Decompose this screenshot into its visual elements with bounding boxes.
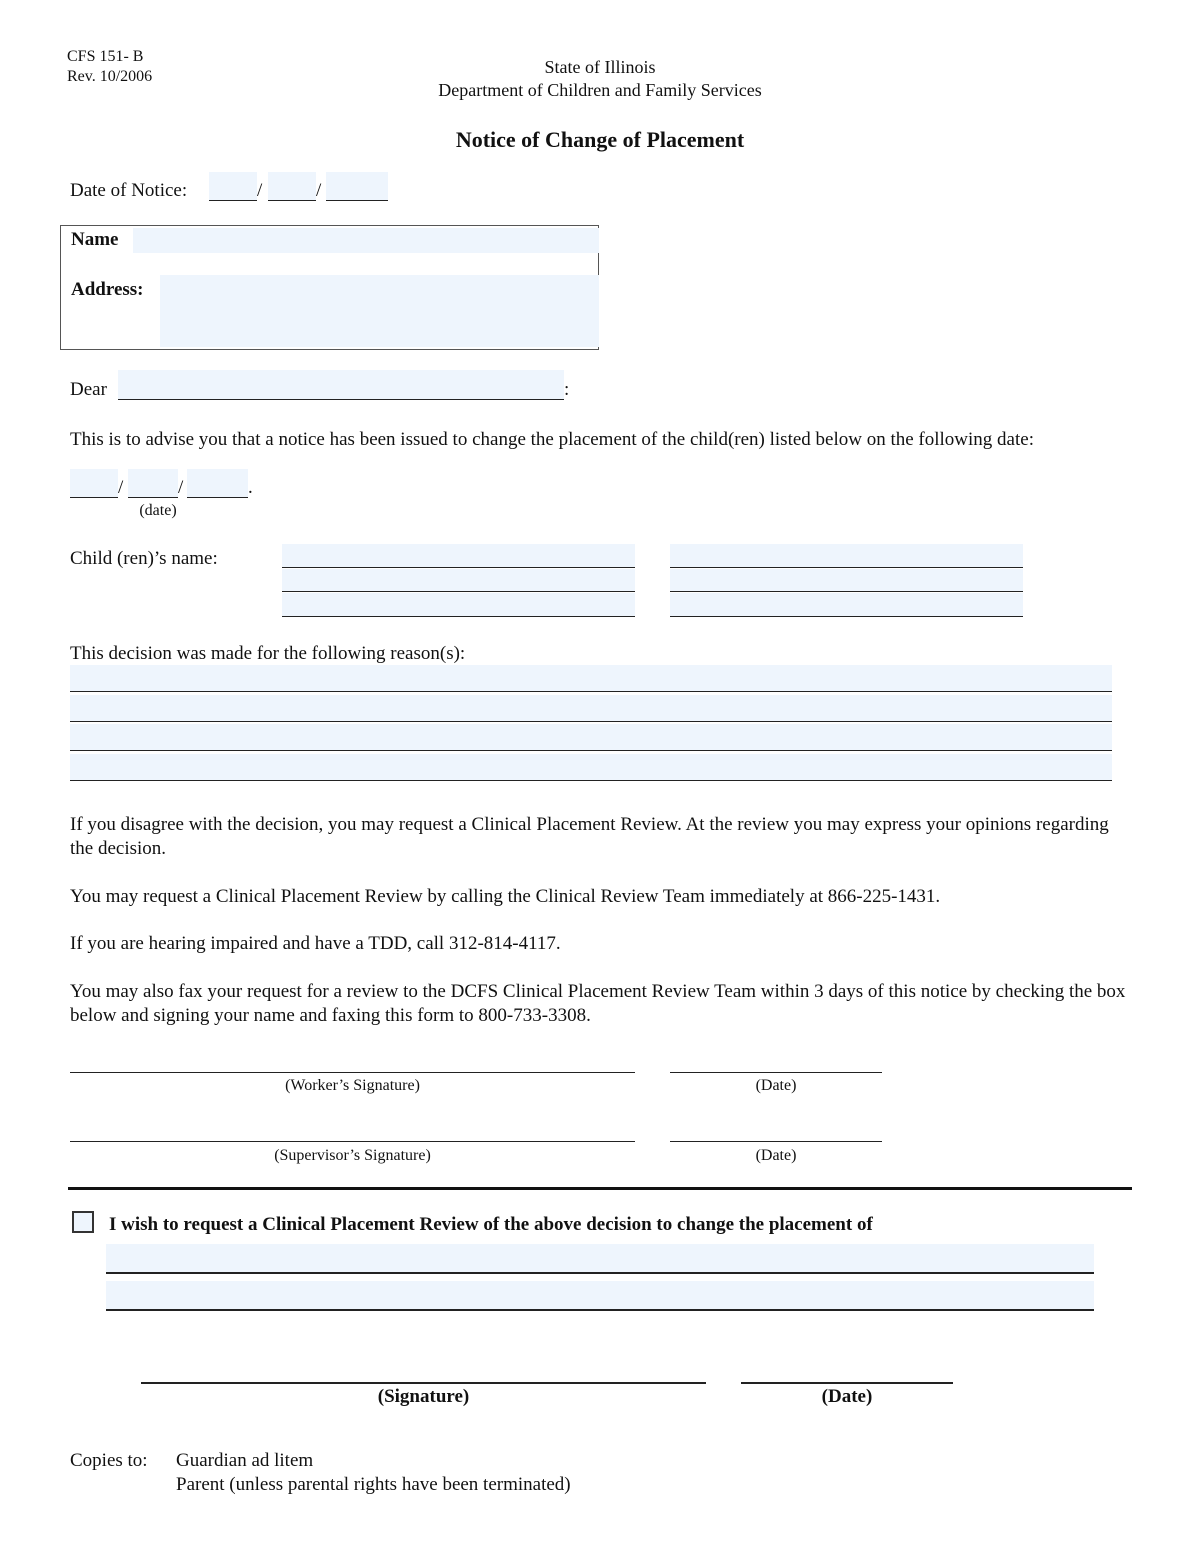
supervisor-date-line[interactable]	[670, 1141, 882, 1142]
form-number: CFS 151- B	[67, 48, 144, 65]
request-date-label: (Date)	[821, 1386, 873, 1407]
change-month-field[interactable]	[70, 469, 118, 498]
reason-line-field[interactable]	[70, 724, 1112, 751]
copies-recipient: Guardian ad litem	[176, 1450, 314, 1471]
salutation-label: Dear	[70, 379, 107, 400]
salutation-colon: :	[564, 379, 570, 400]
reason-line-field[interactable]	[70, 665, 1112, 692]
section-divider	[68, 1187, 1132, 1190]
request-signature-line[interactable]	[141, 1382, 706, 1384]
reason-line-field[interactable]	[70, 695, 1112, 722]
supervisor-date-label: (Date)	[755, 1147, 797, 1164]
change-year-field[interactable]	[187, 469, 248, 498]
form-revision: Rev. 10/2006	[67, 68, 153, 85]
date-of-notice-label: Date of Notice:	[70, 180, 188, 201]
fax-paragraph: You may also fax your request for a review to the DCFS Clinical Placement Review Team within 3 days of this notice by checking the box below and signing your name and faxing this form to 800-733-3308.	[70, 981, 1126, 1026]
agency-department: Department of Children and Family Services	[438, 80, 762, 100]
supervisor-signature-label: (Supervisor’s Signature)	[274, 1147, 431, 1164]
salutation-field[interactable]	[118, 370, 564, 400]
change-date-caption: (date)	[139, 502, 177, 519]
worker-date-line[interactable]	[670, 1072, 882, 1073]
notice-date-separator: /	[316, 180, 322, 201]
notice-date-separator: /	[257, 180, 263, 201]
request-review-text: I wish to request a Clinical Placement Review of the above decision to change the placement of	[109, 1214, 873, 1235]
advise-paragraph: This is to advise you that a notice has been issued to change the placement of the child(ren) listed below on the following date:	[70, 429, 1034, 450]
copies-recipients	[176, 1449, 571, 1497]
request-signature-label: (Signature)	[377, 1386, 470, 1407]
child-name-field[interactable]	[282, 569, 635, 592]
child-name-field[interactable]	[670, 544, 1023, 568]
name-label: Name	[71, 229, 119, 250]
notice-month-field[interactable]	[209, 172, 257, 201]
reason-line-field[interactable]	[70, 754, 1112, 781]
notice-day-field[interactable]	[268, 172, 316, 201]
request-date-line[interactable]	[741, 1382, 953, 1384]
copies-label: Copies to:	[70, 1450, 148, 1471]
child-name-field[interactable]	[670, 593, 1023, 617]
agency-header	[0, 56, 1200, 102]
recipient-address-field[interactable]	[160, 275, 599, 347]
copies-recipient: Parent (unless parental rights have been terminated)	[176, 1474, 571, 1495]
notice-year-field[interactable]	[326, 172, 388, 201]
request-child-line-field[interactable]	[106, 1281, 1094, 1311]
request-review-checkbox[interactable]	[72, 1211, 94, 1233]
change-day-field[interactable]	[128, 469, 178, 498]
children-label: Child (ren)’s name:	[70, 548, 218, 569]
address-label: Address:	[71, 279, 144, 300]
tdd-paragraph: If you are hearing impaired and have a TDD, call 312-814-4117.	[70, 933, 561, 954]
disagree-paragraph: If you disagree with the decision, you may request a Clinical Placement Review. At the review you may express your opinions regarding the decision.	[70, 814, 1109, 859]
change-date-separator: /	[118, 477, 124, 498]
agency-state: State of Illinois	[544, 57, 656, 77]
child-name-field[interactable]	[670, 569, 1023, 592]
reasons-label: This decision was made for the following reason(s):	[70, 643, 466, 664]
change-date-period: .	[248, 477, 253, 498]
recipient-name-field[interactable]	[133, 228, 599, 253]
request-child-line-field[interactable]	[106, 1244, 1094, 1274]
child-name-field[interactable]	[282, 593, 635, 617]
supervisor-signature-line[interactable]	[70, 1141, 635, 1142]
worker-signature-line[interactable]	[70, 1072, 635, 1073]
page-title: Notice of Change of Placement	[455, 127, 745, 152]
worker-date-label: (Date)	[755, 1077, 797, 1094]
change-date-separator: /	[178, 477, 184, 498]
child-name-field[interactable]	[282, 544, 635, 568]
worker-signature-label: (Worker’s Signature)	[285, 1077, 420, 1094]
call-paragraph: You may request a Clinical Placement Review by calling the Clinical Review Team immediately at 866-225-1431.	[70, 886, 941, 907]
